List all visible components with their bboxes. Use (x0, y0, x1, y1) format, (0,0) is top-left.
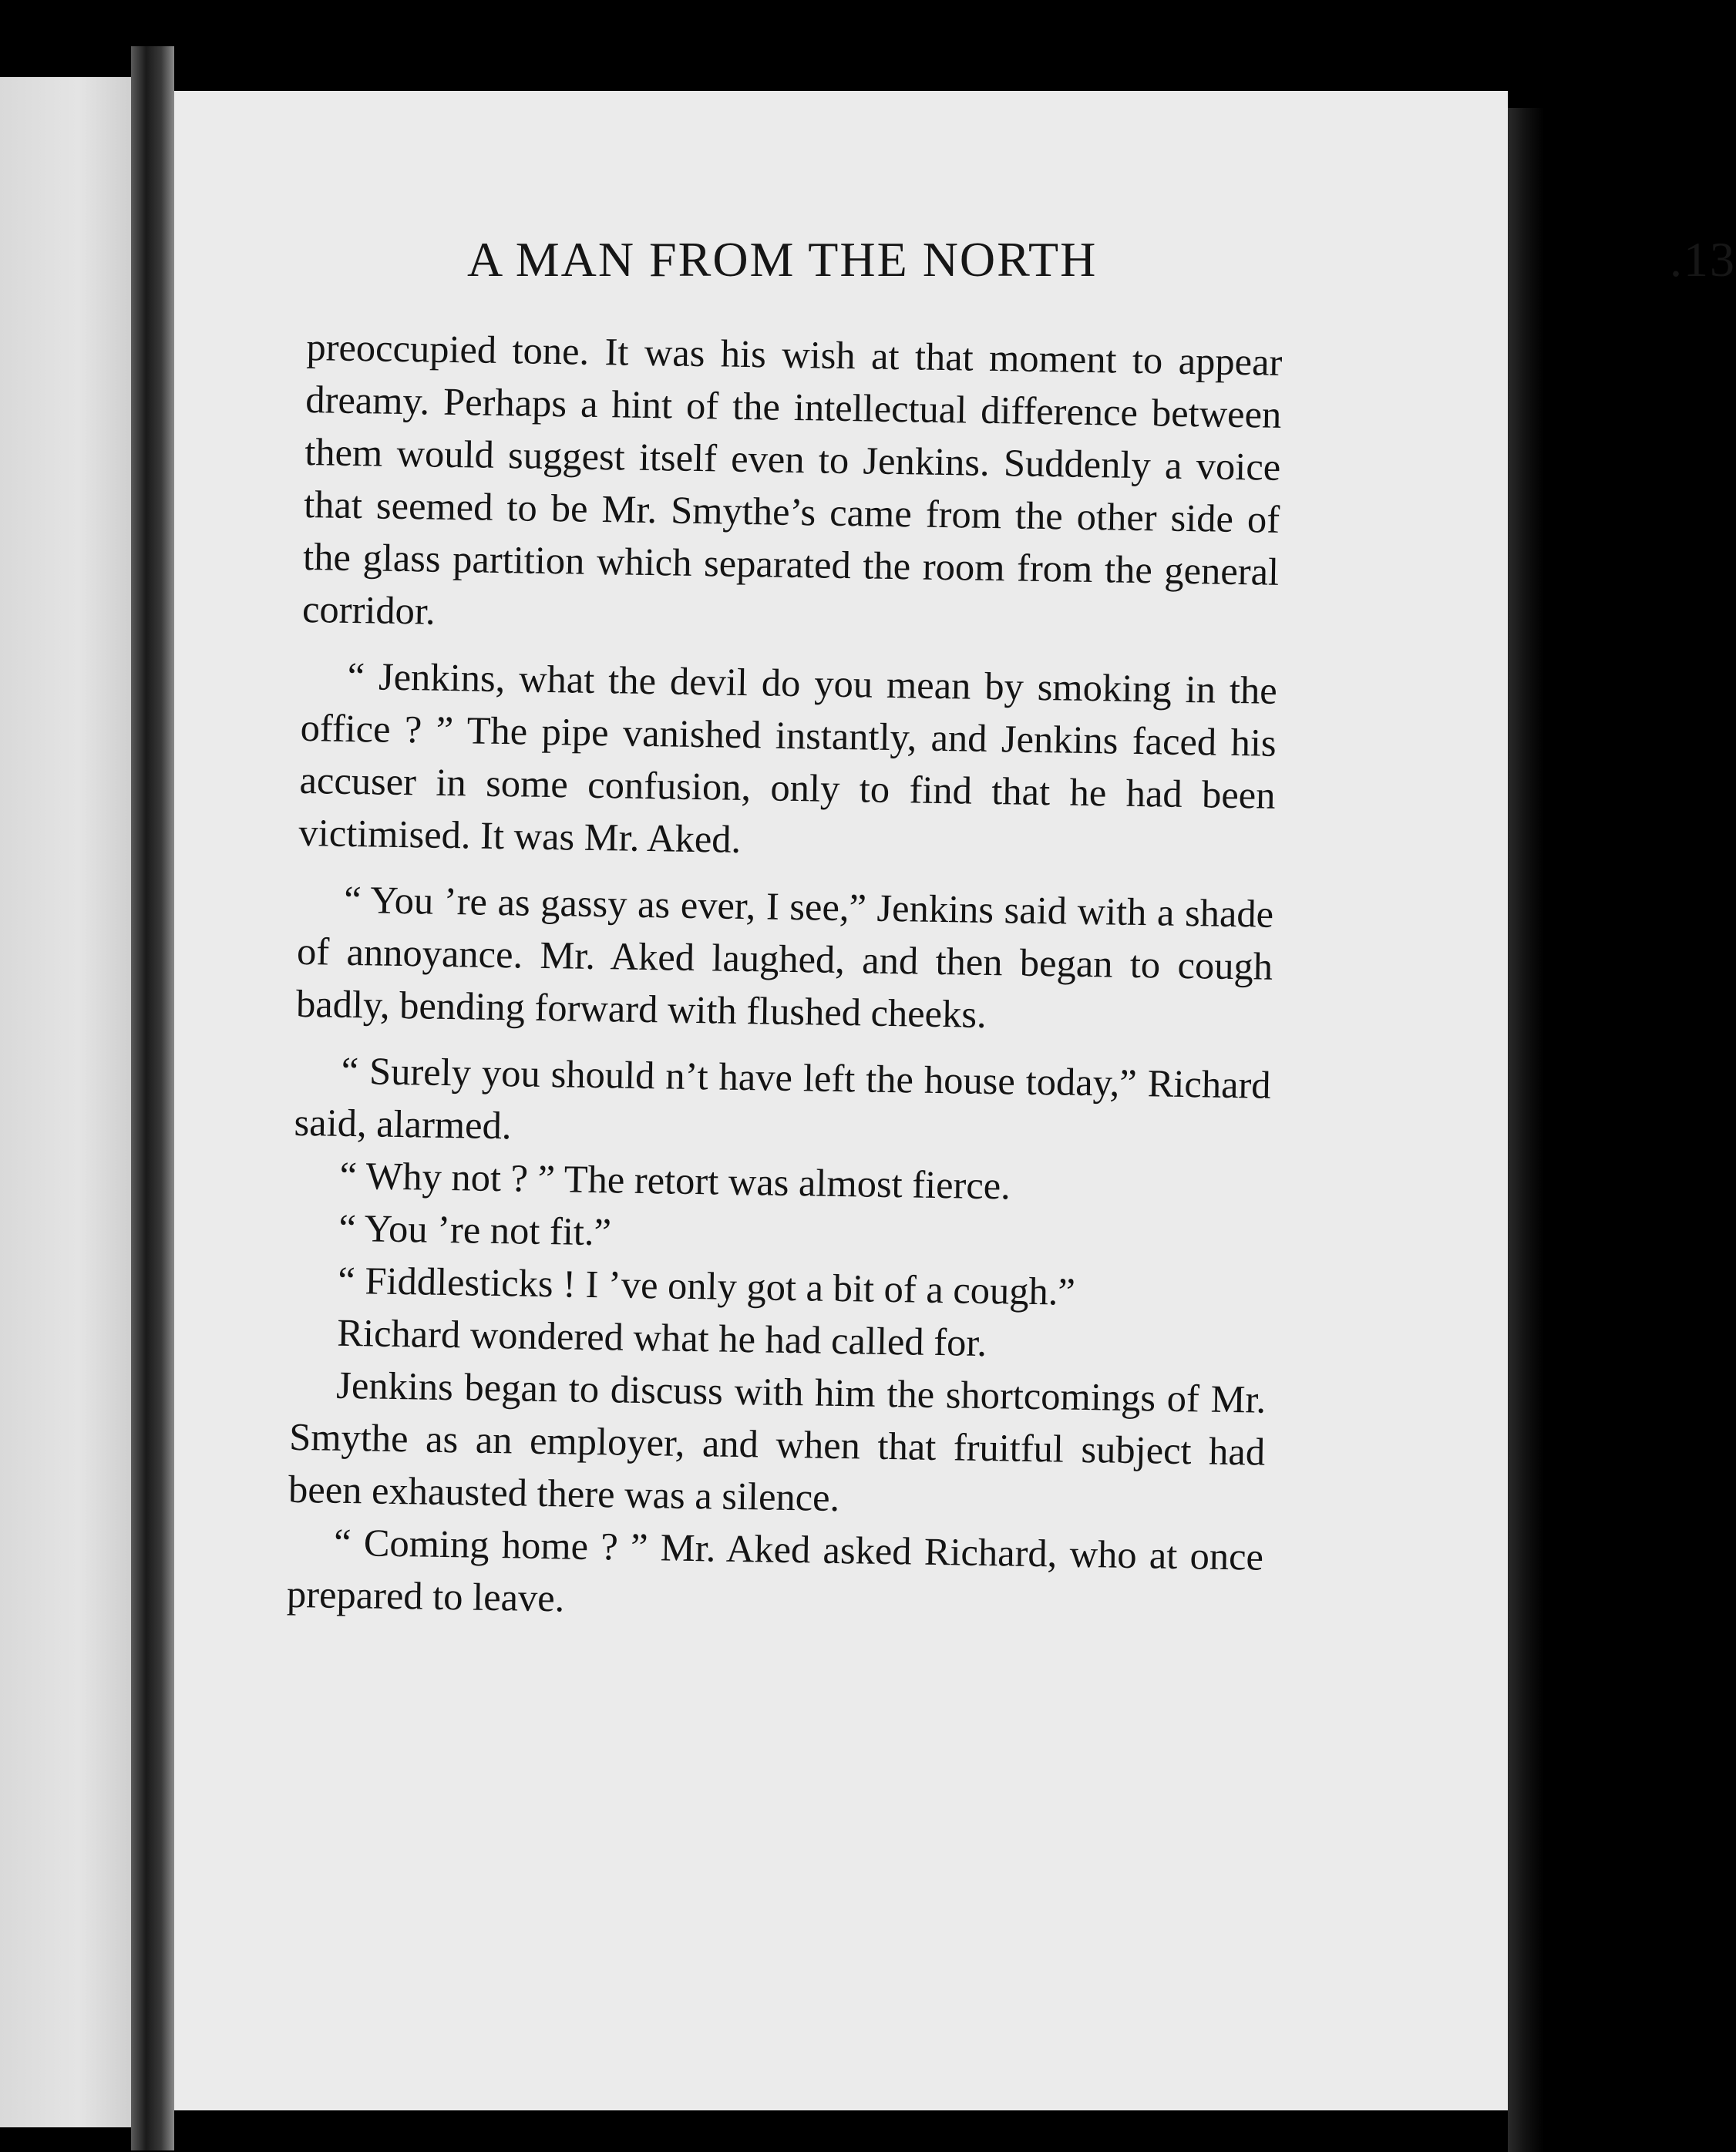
paragraph: “ Coming home ? ” Mr. Aked asked Richard, who at once prepared to leave. (286, 1520, 1264, 1620)
running-title: A MAN FROM THE NORTH (467, 232, 1098, 287)
paragraph: “ You ’re as gassy as ever, I see,” Jenkins said with a shade of annoyance. Mr. Aked laughed, and then began to cough badly, bending forward with flushed cheeks. (295, 877, 1274, 1036)
paragraph: Richard wondered what he had called for. (336, 1310, 987, 1365)
running-header (467, 231, 1736, 288)
scan-border (1508, 108, 1544, 2152)
paragraph: Jenkins began to discuss with him the shortcomings of Mr. Smythe as an employer, and when that fruitful subject had been exhausted there was a silence. (288, 1363, 1267, 1520)
paragraph: preoccupied tone. It was his wish at that moment to appear dreamy. Perhaps a hint of the intellectual difference between them would suggest itself even to Jenkins. Suddenly a voice that seemed to be Mr. Smythe’s came from the other side of the glass partition which separated the room from the general corridor. (301, 324, 1283, 633)
paragraph: “ Jenkins, what the devil do you mean by smoking in the office ? ” The pipe vanished instantly, and Jenkins faced his accuser in some confusion, only to find that he had been victimised. It was Mr. Aked. (298, 654, 1278, 861)
book-spine (131, 46, 174, 2150)
paragraph: “ Why not ? ” The retort was almost fierce. (339, 1153, 1011, 1208)
paragraph: “ Surely you should n’t have left the house today,” Richard said, alarmed. (294, 1048, 1272, 1148)
facing-page-edge (0, 77, 131, 2127)
page-number: .13 (1670, 232, 1736, 287)
paragraph: “ Fiddlesticks ! I ’ve only got a bit of a cough.” (338, 1258, 1076, 1313)
body-text (287, 321, 1283, 1636)
paragraph: “ You ’re not fit.” (338, 1205, 612, 1254)
